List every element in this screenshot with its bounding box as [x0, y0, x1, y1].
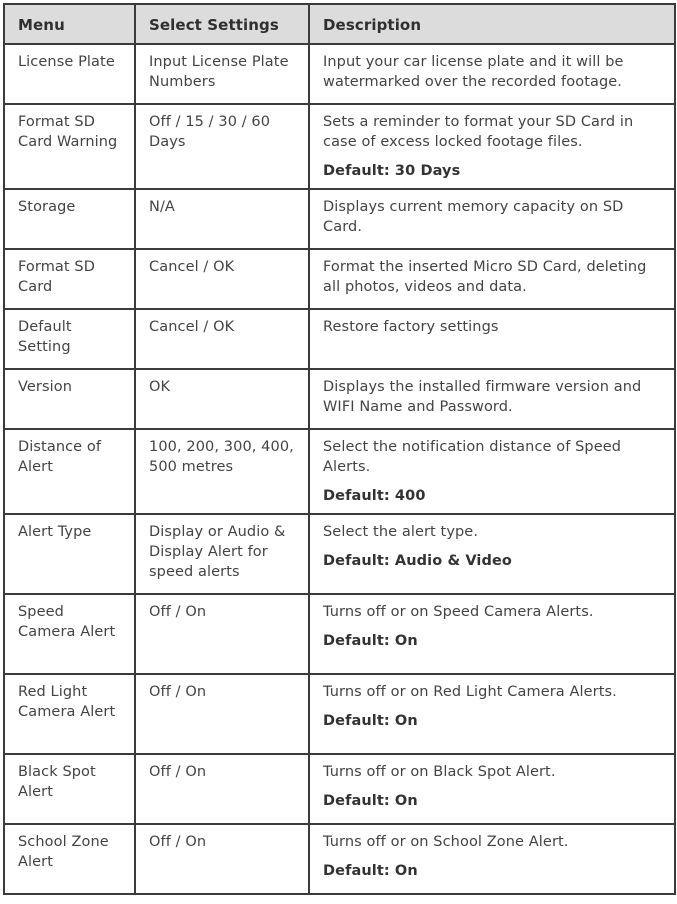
table-row [4, 309, 675, 369]
menu-cell: Black Spot Alert [4, 754, 135, 824]
settings-cell: Display or Audio & Display Alert for speed alerts [135, 514, 309, 594]
description-cell [309, 369, 675, 429]
description-text: Format the inserted Micro SD Card, deleting all photos, videos and data. [323, 259, 647, 295]
menu-cell: Default Setting [4, 309, 135, 369]
description-cell [309, 429, 675, 514]
settings-cell: OK [135, 369, 309, 429]
table-row [4, 249, 675, 309]
menu-cell: Distance of Alert [4, 429, 135, 514]
settings-cell: Off / On [135, 594, 309, 674]
table-row [4, 674, 675, 754]
header-menu: Menu [4, 4, 135, 44]
default-value: Default: 30 Days [323, 163, 461, 179]
settings-cell: Off / On [135, 754, 309, 824]
description-text: Turns off or on Black Spot Alert. [323, 764, 556, 780]
settings-cell: Off / On [135, 674, 309, 754]
description-cell [309, 754, 675, 824]
settings-table [3, 3, 676, 895]
settings-cell: Cancel / OK [135, 309, 309, 369]
description-cell [309, 674, 675, 754]
description-cell [309, 189, 675, 249]
menu-cell: Alert Type [4, 514, 135, 594]
table-row [4, 594, 675, 674]
settings-cell: Off / On [135, 824, 309, 894]
description-cell [309, 824, 675, 894]
menu-cell: Version [4, 369, 135, 429]
table-row [4, 824, 675, 894]
description-text: Input your car license plate and it will be watermarked over the recorded footage. [323, 54, 624, 90]
default-value: Default: On [323, 793, 418, 809]
default-value: Default: On [323, 633, 418, 649]
description-text: Select the alert type. [323, 524, 479, 540]
description-cell [309, 249, 675, 309]
menu-cell: Storage [4, 189, 135, 249]
default-value: Default: Audio & Video [323, 553, 512, 569]
menu-cell: Red Light Camera Alert [4, 674, 135, 754]
default-value: Default: On [323, 713, 418, 729]
table-body [4, 44, 675, 894]
table-row [4, 44, 675, 104]
description-text: Sets a reminder to format your SD Card in case of excess locked footage files. [323, 114, 634, 150]
description-text: Turns off or on School Zone Alert. [323, 834, 569, 850]
header-select-settings: Select Settings [135, 4, 309, 44]
description-cell [309, 104, 675, 189]
description-text: Restore factory settings [323, 319, 499, 335]
settings-cell: Cancel / OK [135, 249, 309, 309]
menu-cell: School Zone Alert [4, 824, 135, 894]
description-text: Turns off or on Speed Camera Alerts. [323, 604, 594, 620]
menu-cell: Speed Camera Alert [4, 594, 135, 674]
settings-cell: 100, 200, 300, 400, 500 metres [135, 429, 309, 514]
table-row [4, 369, 675, 429]
settings-cell: Input License Plate Numbers [135, 44, 309, 104]
table-row [4, 429, 675, 514]
header-description: Description [309, 4, 675, 44]
description-cell [309, 514, 675, 594]
description-text: Turns off or on Red Light Camera Alerts. [323, 684, 617, 700]
menu-cell: License Plate [4, 44, 135, 104]
description-cell [309, 309, 675, 369]
description-text: Displays the installed firmware version and WIFI Name and Password. [323, 379, 642, 415]
table-row [4, 104, 675, 189]
table-row [4, 754, 675, 824]
table-header-row [4, 4, 675, 44]
default-value: Default: 400 [323, 488, 426, 504]
description-cell [309, 594, 675, 674]
menu-cell: Format SD Card Warning [4, 104, 135, 189]
description-text: Displays current memory capacity on SD Card. [323, 199, 624, 235]
table-row [4, 189, 675, 249]
menu-cell: Format SD Card [4, 249, 135, 309]
description-cell [309, 44, 675, 104]
description-text: Select the notification distance of Speed Alerts. [323, 439, 622, 475]
settings-cell: N/A [135, 189, 309, 249]
table-row [4, 514, 675, 594]
settings-cell: Off / 15 / 30 / 60 Days [135, 104, 309, 189]
default-value: Default: On [323, 863, 418, 879]
